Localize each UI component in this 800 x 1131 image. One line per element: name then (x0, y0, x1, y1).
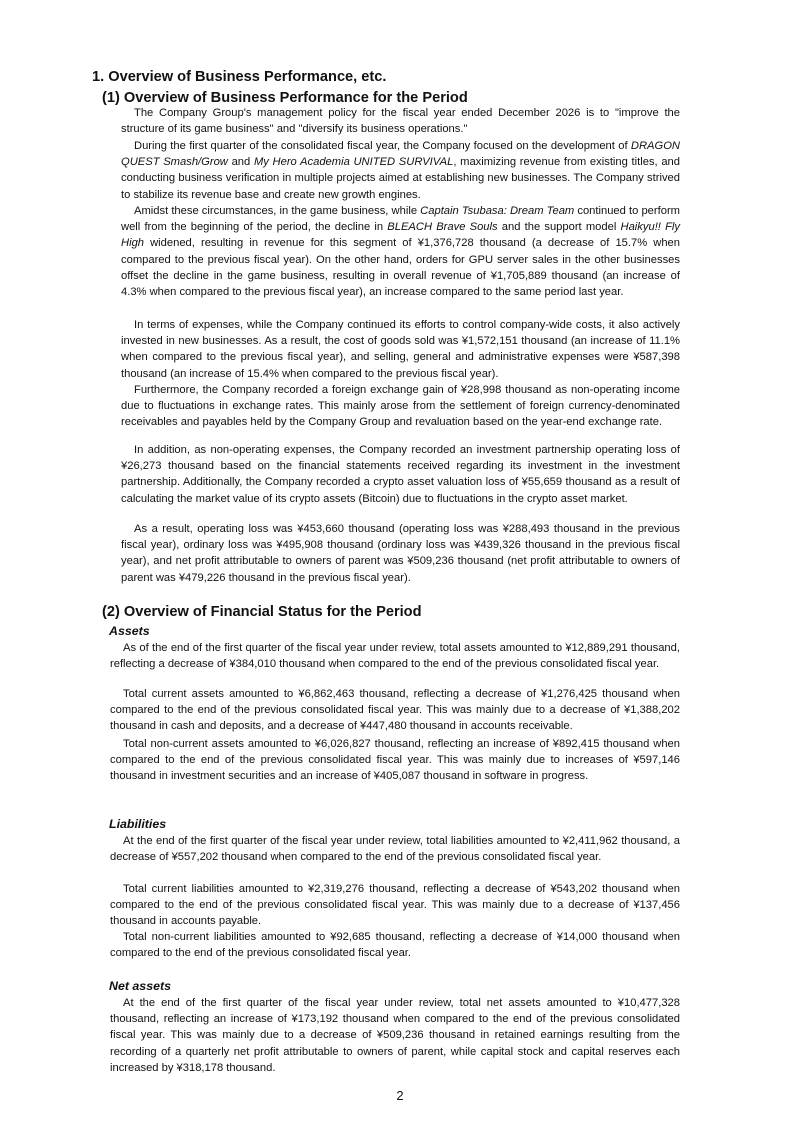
italic-title-text: My Hero Academia UNITED SURVIVAL (253, 156, 454, 169)
italic-title-text: Captain Tsubasa: Dream Team (420, 205, 575, 217)
subsection-heading-financial-status: (2) Overview of Financial Status for the Period (102, 604, 422, 620)
net-assets-paragraph: At the end of the first quarter of the fiscal year under review, total net assets amounted to ¥10,477,328 thousand, reflecting an increase of ¥173,192 thousand when compared to the end of the previous consolidated fiscal year. This was mainly due to a decrease of ¥509,236 thousand in retained earnings resulting from the recording of a quarterly net profit attributable to owners of parent, while capital stock and capital reserves each increased by ¥318,178 thousand. (110, 997, 680, 1074)
business-paragraph: During the first quarter of the consolidated fiscal year, the Company focused on the development of DRAGON QUEST Smash/Grow and My Hero Academia UNITED SURVIVAL, maximizing revenue from existing titles, and conducting business verification in multiple projects aimed at establishing new businesses. The Company strived to stabilize its revenue base and create new growth engines. (121, 140, 680, 201)
assets-heading: Assets (109, 624, 150, 638)
liabilities-paragraph: Total non-current liabilities amounted to ¥92,685 thousand, reflecting a decrease of ¥14,000 thousand when compared to the end of the previous consolidated fiscal year. (110, 931, 680, 960)
subsection-heading-business-performance: (1) Overview of Business Performance for the Period (102, 90, 468, 106)
business-paragraph: In addition, as non-operating expenses, the Company recorded an investment partnership operating loss of ¥26,273 thousand based on the financial statements received regarding its investment in the investment partnership. Additionally, the Company recorded a crypto asset valuation loss of ¥55,659 thousand as a result of calculating the market value of its crypto assets (Bitcoin) due to fluctuations in the crypto asset market. (121, 444, 680, 505)
assets-paragraph: Total current assets amounted to ¥6,862,463 thousand, reflecting a decrease of ¥1,276,425 thousand when compared to the end of the previous consolidated fiscal year. This was mainly due to a decrease of ¥1,388,202 thousand in cash and deposits, and a decrease of ¥447,480 thousand in accounts receivable. (110, 688, 680, 733)
net-assets-heading: Net assets (109, 979, 171, 993)
business-paragraph: As a result, operating loss was ¥453,660 thousand (operating loss was ¥288,493 thousand in the previous fiscal year), ordinary loss was ¥495,908 thousand (ordinary loss was ¥439,326 thousand in the previous fiscal year), and net profit attributable to owners of parent was ¥509,236 thousand (net profit attributable to owners of parent was ¥479,226 thousand in the previous fiscal year). (121, 523, 680, 584)
italic-title-text: DRAGON QUEST Smash/Grow (121, 140, 680, 169)
italic-title-text: Haikyu!! Fly High (121, 221, 681, 250)
page-number: 2 (396, 1088, 404, 1103)
business-paragraph: In terms of expenses, while the Company continued its efforts to control company-wide costs, it also actively invested in new businesses. As a result, the cost of goods sold was ¥1,572,151 thousand (an increase of 11.1% when compared to the previous fiscal year), and selling, general and administrative expenses were ¥587,398 thousand (an increase of 15.4% when compared to the previous fiscal year). (121, 319, 680, 380)
section-heading-overview: 1. Overview of Business Performance, etc. (92, 69, 387, 85)
business-paragraph: The Company Group's management policy for the fiscal year ended December 2026 is to "improve the structure of its game business" and "diversify its business operations." (121, 107, 680, 136)
liabilities-paragraph: At the end of the first quarter of the fiscal year under review, total liabilities amounted to ¥2,411,962 thousand, a decrease of ¥557,202 thousand when compared to the end of the previous consolidated fiscal year. (110, 835, 680, 864)
liabilities-paragraph: Total current liabilities amounted to ¥2,319,276 thousand, reflecting a decrease of ¥543,202 thousand when compared to the end of the previous consolidated fiscal year. This was mainly due to a decrease of ¥137,456 thousand in accounts payable. (110, 883, 680, 928)
liabilities-heading: Liabilities (109, 817, 167, 831)
business-paragraph: Furthermore, the Company recorded a foreign exchange gain of ¥28,998 thousand as non-operating income due to fluctuations in exchange rates. This mainly arose from the settlement of foreign currency-denominated receivables and payables held by the Company Group and revaluation based on the year-end exchange rate. (121, 384, 680, 429)
business-paragraph: Amidst these circumstances, in the game business, while Captain Tsubasa: Dream Team continued to perform well from the beginning of the period, the decline in BLEACH Brave Souls and the support model Haikyu!! Fly High widened, resulting in revenue for this segment of ¥1,376,728 thousand (a decrease of 15.7% when compared to the previous fiscal year). On the other hand, orders for GPU server sales in the other businesses offset the decline in the game business, resulting in overall revenue of ¥1,705,889 thousand (an increase of 4.3% when compared to the previous fiscal year), an increase compared to the same period last year. (121, 205, 681, 299)
italic-title-text: BLEACH Brave Souls (387, 221, 498, 234)
assets-paragraph: Total non-current assets amounted to ¥6,026,827 thousand, reflecting an increase of ¥892,415 thousand when compared to the end of the previous consolidated fiscal year. This was mainly due to increases of ¥597,146 thousand in investment securities and an increase of ¥405,087 thousand in software in progress. (110, 738, 680, 783)
assets-paragraph: As of the end of the first quarter of the fiscal year under review, total assets amounted to ¥12,889,291 thousand, reflecting a decrease of ¥384,010 thousand when compared to the end of the previous consolidated fiscal year. (110, 642, 680, 671)
